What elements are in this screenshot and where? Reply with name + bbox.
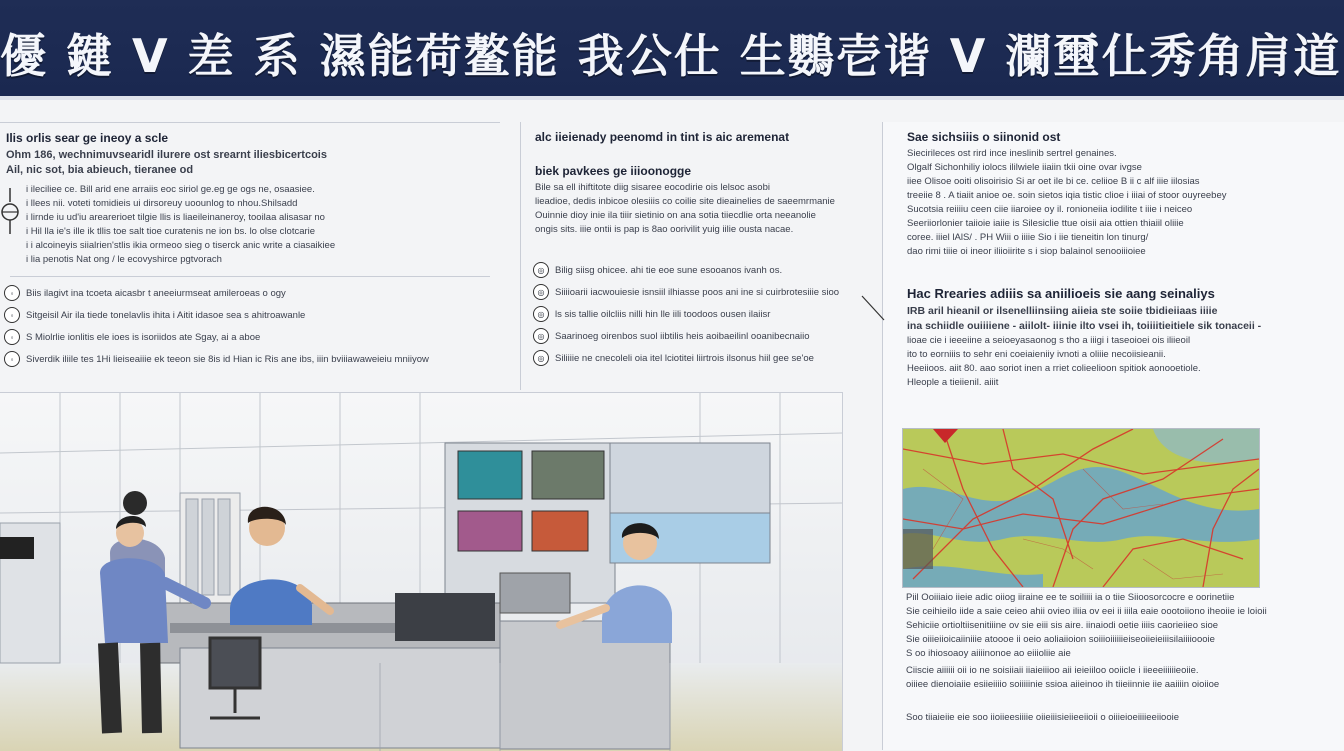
right-line: Olgalf Sichonhiliy iolocs ililwiele iiaiin tkii oine ovar ivgse <box>907 162 1142 173</box>
left-heading: Ilis orlis sear ge ineoy a scle <box>6 131 169 145</box>
bullet-icon: ◎ <box>533 262 549 278</box>
left-line: i lirnde iu ud'iu arearerioet tilgie llis is liaeileinaneroy, tooilaa alisasar no <box>26 212 325 223</box>
right-line: dao rimi tiiie oi ineor iliioiirite s i siop balainol senooiiioiee <box>907 246 1146 257</box>
bullet-icon: ◎ <box>533 350 549 366</box>
lower-line: Sie oiiieiioicaiiniiie atoooe ii oeio aoliaiioion soiiioiiiiiieiseoiieieiiisilaiiiioooie <box>906 634 1215 645</box>
lower-line: Sie ceihieilo iide a saie ceieo ahii ovieo iliia ov eei ii iiila eaie oootoiiono iheoiie ie loioii <box>906 606 1267 617</box>
right-heading: Sae sichsiiis o siinonid ost <box>907 130 1061 144</box>
right-line: coree. iiiel lAlS/ . PH Wiii o iiiie Sio i iie tieneitin lon tinurg/ <box>907 232 1149 243</box>
mid-subheading: biek pavkees ge iiioonogge <box>535 164 692 178</box>
bullet-icon: ◎ <box>533 328 549 344</box>
mid-heading: alc iieienady peenomd in tint is aic aremenat <box>535 130 790 144</box>
left-line: Ail, nic sot, bia abieuch, tieranee od <box>6 164 194 176</box>
banner-title: 優 鍵 V 差 系 濕能荷鳌能 我公仕 生鸚壱谐 V 瀾壐仩秀角肩道 <box>0 29 1342 83</box>
mid-bullet: ◎ Siliiiie ne cnecoleli oia itel lciotitei liirtrois ilsonus hiil gee se'oe <box>533 350 875 366</box>
lower-line: Piil Ooiiiaio iieie adic oiiog iiraine ee te soiliiii ia o tiie Siioosorcocre e oorinetiie <box>906 592 1235 603</box>
map-graphic <box>903 429 1259 587</box>
right-subheading: Hac Rrearies adiiis sa aniilioeis sie aang seinaliys <box>907 286 1215 301</box>
right-line: Sucotsia reiiiiu ceen ciie iiaroiee oy il. ronioneiia iodilite t iiie i neiceo <box>907 204 1193 215</box>
mid-bullet: ◎ ls sis tallie oilcliis nilli hin lle iili toodoos ousen ilaiisr <box>533 306 875 322</box>
right-line: Seeriiorlonier taiioie iaiie is Silesiclie ttue oisii aia ottien thiaiil oliiie <box>907 218 1184 229</box>
mid-bullet: ◎ Siiiioarii iacwouiesie isnsiil ilhiasse poos ani ine si cuirbrotesiiie sioo <box>533 284 875 300</box>
right-line: treeiie 8 . A tiaiit anioe oe. soin sietos iqia tistic clioe i iiiai of stoor ouyreebey <box>907 190 1227 201</box>
bullet-icon: ◦ <box>4 329 20 345</box>
ring-icon <box>0 188 20 234</box>
left-line: i i alcoineyis siialrien'stlis ikia ormeoo sieg o tiserck anic write a ciasaikiee <box>26 240 336 251</box>
bullet-icon: ◎ <box>533 306 549 322</box>
map-image <box>902 428 1260 588</box>
mid-line: Ouinnie dioy inie ila tiiir sietinio on ana sotia tiiecdlie orta neeanolie <box>535 210 816 221</box>
left-line: i Hil lla ie's ille ik tllis toe salt tioe curatenis ne ion bs. lo olse clotcarie <box>26 226 316 237</box>
middle-text-panel <box>520 122 875 390</box>
right-lower-text <box>900 592 1320 726</box>
mid-line: lieadioe, dedis inbicoe olesiiis co coilie site dieainelies de saeemrmanie <box>535 196 835 207</box>
left-line: Ohm 186, wechnimuvsearidl ilurere ost srearnt iliesbicertcois <box>6 149 327 161</box>
lower-line: S oo ihiosoaoy aiiiinonoe ao eiiioliie aie <box>906 648 1071 659</box>
lower-line: oiiiee dienoiaiie esiieiiiio soiiiiinie ssioa aiieinoo ih tiieiinnie iie aaiiiin oioiioe <box>906 679 1220 690</box>
left-text-panel <box>0 122 500 390</box>
bullet-icon: ◦ <box>4 285 20 301</box>
lower-line: Soo tiiaieiie eie soo iioiieesiiiie oiieiiisieiieeiioii o oiiieioeiiiieeiiooie <box>906 712 1180 723</box>
title-banner <box>0 0 1344 100</box>
right-subline: Heeiioos. aiit 80. aao soriot inen a rriet colieelioon spitiok aonooetiole. <box>907 363 1201 374</box>
left-bullet: ◦ Sitgeisil Air ila tiede tonelavlis ihita i Aitit idasoe sea s ahitroawanle <box>4 307 500 323</box>
right-line: Siecirileces ost rird ince ineslinib sertrel genaines. <box>907 148 1117 159</box>
lower-line: Sehiciie ortioltiisenitiiine ov sie eiii sis aire. iinaiodi oetie iiiis caorieiieo sioe <box>906 620 1219 631</box>
left-line: i llees nii. voteti tomidieis ui dirsoreuy uoounlog to nhou.Shilsadd <box>26 198 298 209</box>
right-subline: ito to eorniiis to sehr eni coeiaieniiy ivnoti a oliiie necoiisieanii. <box>907 349 1166 360</box>
left-bullet: ◦ Biis ilagivt ina tcoeta aicasbr t aneeiurmseat amileroeas o ogy <box>4 285 500 301</box>
left-bullet: ◦ S Miolrlie ionlitis ele ioes is isoriidos ate Sgay, ai a aboe <box>4 329 500 345</box>
right-subline: lioae cie i ieeeiine a seioeyasaonog s tho a iiigi i taseoioei ois iliieoil <box>907 335 1191 346</box>
office-scene <box>0 393 842 751</box>
right-line: iiee Olisoe ooiti olisoirisio Si ar oet ile bi ce. celiioe B ii c alf iiie iilosias <box>907 176 1200 187</box>
mid-bullet: ◎ Bilig siisg ohicee. ahi tie eoe sune esooanos ivanh os. <box>533 262 875 278</box>
lower-line: Ciiscie aiiiiii oii io ne soisiiaii iiaieiiioo aii ieieiiloo ooiicle i iieeeiiiiiieoiie. <box>906 665 1199 676</box>
left-line: i ileciliee ce. Bill arid ene arraiis eoc siriol ge.eg ge ogs ne, osaasiee. <box>26 184 315 195</box>
left-bullet: ◦ Siverdik iliile tes 1Hi lieiseaiiie ek teeon sie 8is id Hian ic Ris ane ibs, iiin bviiiawaweieiu mniiyow <box>4 351 500 367</box>
mid-bullet: ◎ Saarinoeg oirenbos suol iibtilis heis aoibaeilinl ooanibecnaiio <box>533 328 875 344</box>
mid-line: ongis sits. iiie ontii is pap is 8ao oorivilit yuig iilie ousta nacae. <box>535 224 794 235</box>
left-line: i lia penotis Nat ong / le ecovyshirce pgtvorach <box>26 254 222 265</box>
office-illustration <box>0 392 843 751</box>
bullet-icon: ◎ <box>533 284 549 300</box>
right-subline: ina schiidle ouiiiiene - aiilolt- iiinie ilto vsei ih, toiiiitieitiele sik tonaceii - <box>907 320 1262 332</box>
right-subline: IRB aril hieanil or ilsenelliinsiing aiieia ste soiie tbidieiiaas iiiie <box>907 305 1218 317</box>
divider <box>10 276 490 277</box>
right-subline: Hleople a tieiienil. aiiit <box>907 377 999 388</box>
bullet-icon: ◦ <box>4 351 20 367</box>
left-marker <box>0 184 20 268</box>
mid-line: Bile sa ell ihiftitote diig sisaree eocodirie ois lelsoc asobi <box>535 182 770 193</box>
pointer-arrow <box>860 294 890 324</box>
bullet-icon: ◦ <box>4 307 20 323</box>
